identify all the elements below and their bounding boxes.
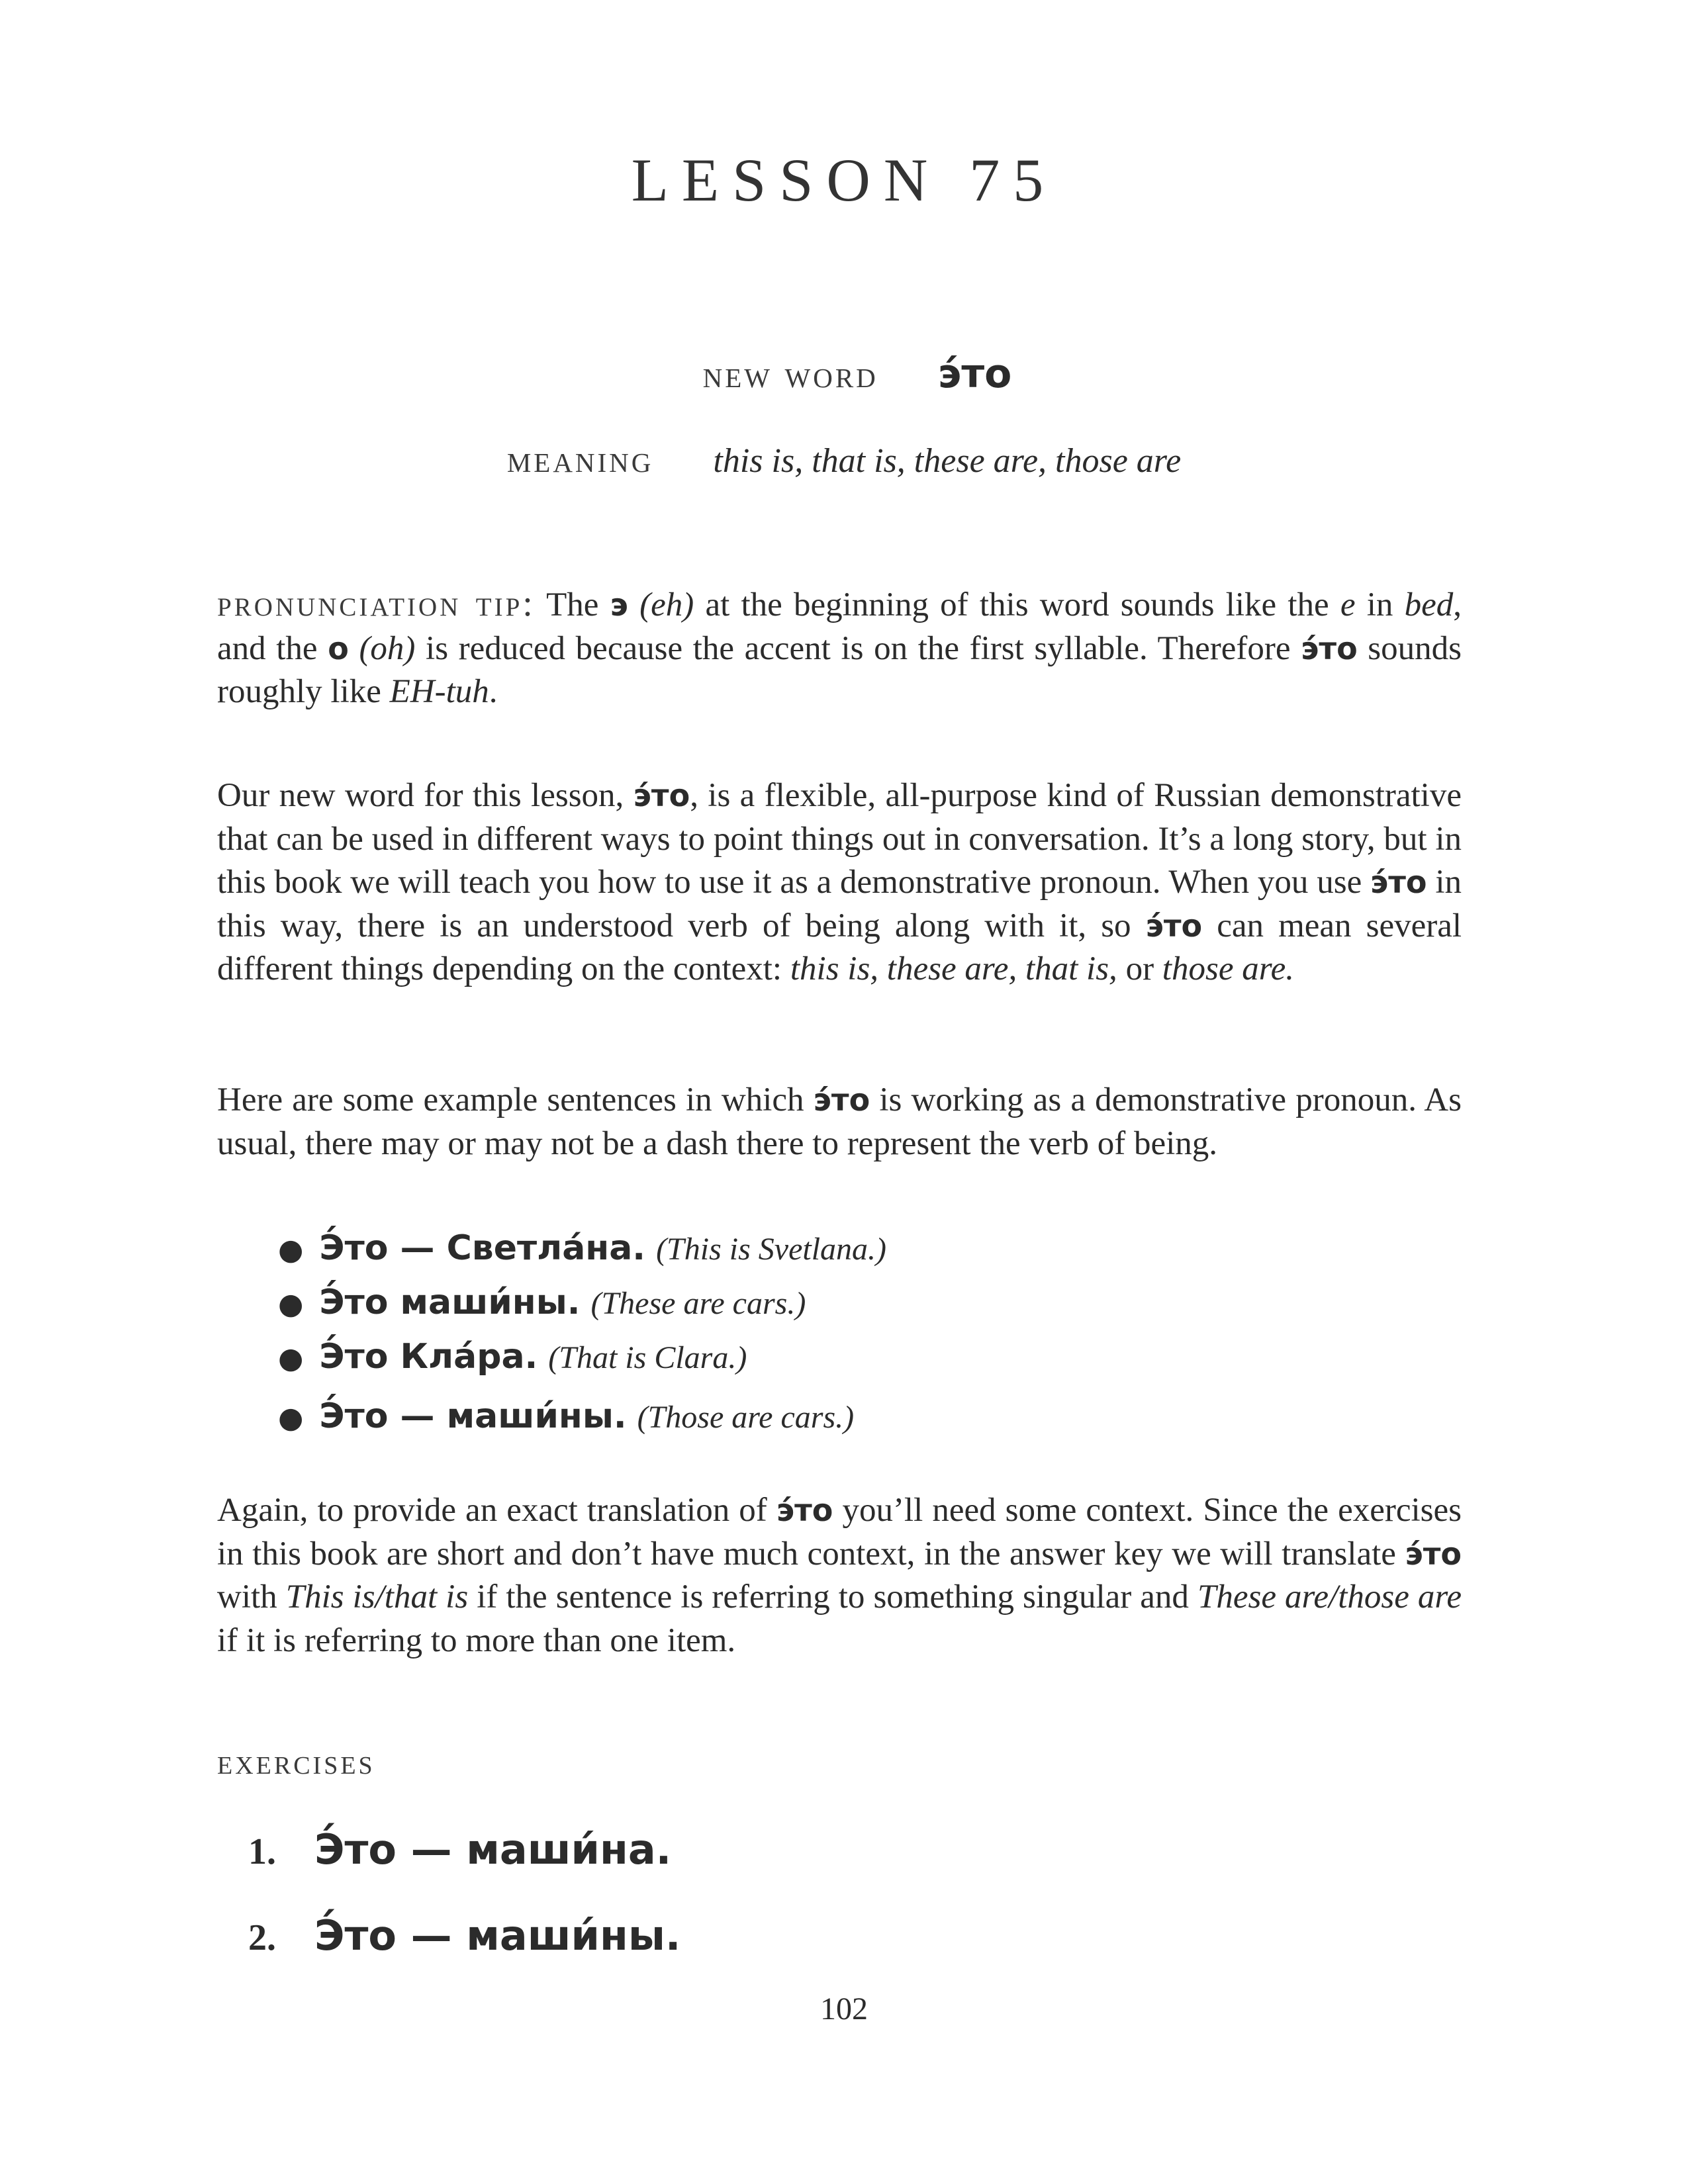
- meaning-value: this is, that is, these are, those are: [713, 442, 1182, 480]
- exercise-list: [248, 1807, 680, 1979]
- example-russian: Э́то маши́ны.: [319, 1283, 581, 1322]
- intro-meanings: this is, these are, that is,: [790, 950, 1117, 987]
- page-number: 102: [820, 1991, 868, 2026]
- meaning-label: meaning: [506, 437, 654, 480]
- pronunciation-tip-label: pronunciation tip:: [217, 583, 536, 624]
- example-russian: Э́то Кла́ра.: [319, 1337, 538, 1377]
- example-russian: Э́то — Светла́на.: [319, 1228, 646, 1268]
- bullet-icon: ●: [278, 1287, 304, 1321]
- intro-meaning-last: those are.: [1162, 950, 1295, 987]
- example-russian: Э́то — маши́ны.: [319, 1396, 627, 1436]
- closing-text: if the sentence is referring to something singular and: [468, 1578, 1197, 1615]
- tip-text: in: [1355, 586, 1405, 623]
- exercise-number: 1.: [248, 1831, 276, 1872]
- new-word-row: [0, 351, 1688, 397]
- closing-word: э́то: [1405, 1535, 1462, 1572]
- tip-letter-o-sound: (oh): [359, 629, 416, 667]
- example-paragraph: [217, 1079, 1462, 1165]
- tip-letter-o: о: [328, 630, 349, 666]
- bullet-icon: ●: [278, 1233, 304, 1267]
- exercise-item: [248, 1807, 680, 1893]
- tip-letter-e-sound: (eh): [639, 586, 694, 623]
- intro-word: э́то: [1370, 864, 1427, 900]
- meaning-row: [0, 437, 1688, 480]
- example-list: [278, 1221, 886, 1443]
- intro-text: can mean several different things depending on the context:: [217, 907, 1462, 987]
- tip-letter-e: э: [610, 587, 628, 623]
- intro-text: , is a flexible, all-purpose kind of Russian demonstrative that can be used in different ways to point things out in conversation. It’s a long story, but in this book we will teach you how to use it as a demonstrative pronoun. When you use: [217, 777, 1462, 901]
- example-item: [278, 1330, 886, 1384]
- exercise-item: [248, 1893, 680, 1979]
- intro-text: or: [1117, 950, 1162, 987]
- tip-approximation: EH-tuh: [389, 673, 489, 710]
- closing-text: with: [217, 1578, 286, 1615]
- exercise-number: 2.: [248, 1917, 276, 1958]
- example-english: (This is Svetlana.): [656, 1232, 887, 1267]
- lesson-title: LESSON 75: [631, 146, 1057, 214]
- intro-text: in this way, there is an understood verb of being along with it, so: [217, 864, 1462, 944]
- pronunciation-tip: [217, 582, 1462, 714]
- tip-text: is reduced because the accent is on the first syllable. Therefore: [415, 629, 1301, 667]
- closing-text: if it is referring to more than one item.: [217, 1621, 736, 1659]
- tip-text: .: [489, 673, 498, 710]
- example-item: [278, 1389, 886, 1443]
- intro-paragraph: [217, 774, 1462, 991]
- closing-text: Again, to provide an exact translation of: [217, 1492, 776, 1529]
- example-english: (Those are cars.): [637, 1400, 855, 1435]
- closing-word: э́то: [776, 1492, 833, 1528]
- closing-singular: This is/that is: [285, 1578, 469, 1615]
- exercise-text: Э́то — маши́ны.: [314, 1911, 681, 1960]
- closing-plural: These are/those are: [1197, 1578, 1462, 1615]
- example-intro-word: э́то: [813, 1082, 870, 1118]
- tip-example-word: bed: [1404, 586, 1454, 623]
- intro-word: э́то: [633, 778, 690, 813]
- new-word-label: new word: [702, 353, 878, 396]
- new-word-value: э́то: [937, 351, 1012, 397]
- tip-text: at the beginning of this word sounds like the: [694, 586, 1340, 623]
- bullet-icon: ●: [278, 1342, 304, 1375]
- example-intro-text: is working as a demonstrative pronoun. As usual, there may or may not be a dash there to represent the verb of being.: [217, 1081, 1462, 1162]
- closing-paragraph: [217, 1489, 1462, 1662]
- example-item: [278, 1221, 886, 1275]
- intro-text: Our new word for this lesson,: [217, 777, 633, 814]
- example-intro-text: Here are some example sentences in which: [217, 1081, 814, 1118]
- tip-text: The: [546, 586, 610, 623]
- exercises-heading: exercises: [217, 1742, 375, 1782]
- bullet-icon: ●: [278, 1401, 304, 1435]
- intro-word: э́то: [1145, 907, 1203, 944]
- example-item: [278, 1275, 886, 1330]
- example-english: (That is Clara.): [548, 1340, 747, 1375]
- tip-text: sounds roughly like: [217, 629, 1462, 710]
- tip-text: , and the: [217, 586, 1462, 667]
- tip-example-letter: e: [1340, 586, 1356, 623]
- tip-word: э́то: [1301, 630, 1358, 666]
- exercise-text: Э́то — маши́на.: [314, 1825, 672, 1874]
- closing-text: you’ll need some context. Since the exercises in this book are short and don’t have much context, in the answer key we will translate: [217, 1492, 1462, 1572]
- example-english: (These are cars.): [590, 1286, 806, 1321]
